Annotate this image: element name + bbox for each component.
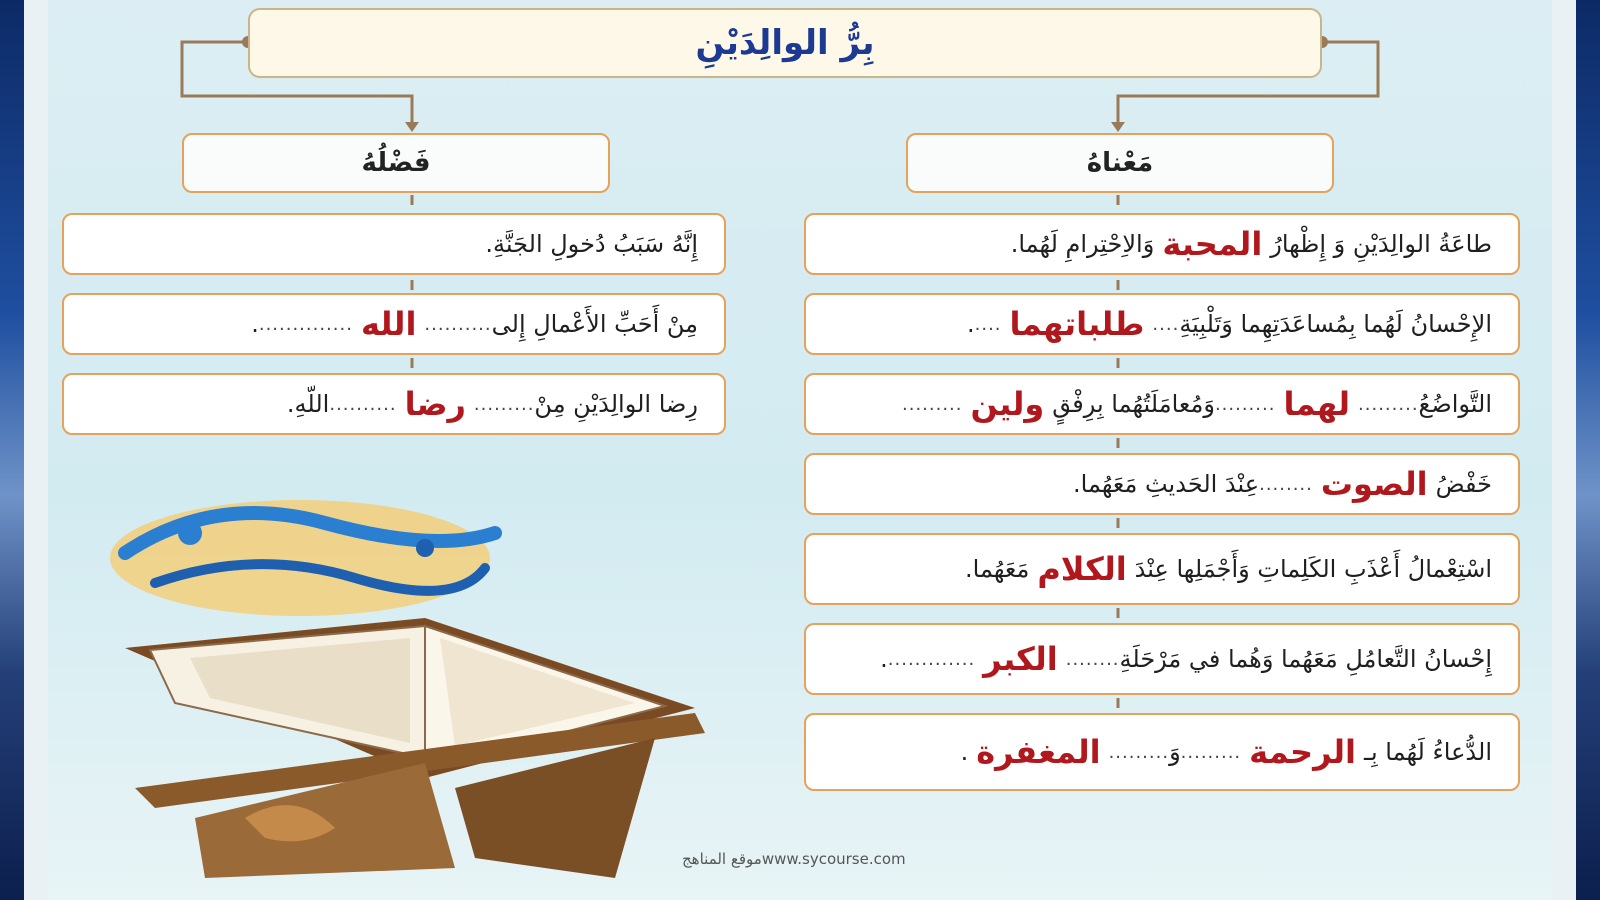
left-item-3-end: اللّهِ. [286,390,330,418]
right-item-2-text: الإِحْسانُ لَهُما بِمُساعَدَتِهِما وَتَلْبِيَةِ [1179,310,1492,338]
blank-dots: ......... [1180,741,1242,763]
left-item-2 [62,293,726,355]
blank-dots: ......... [473,393,535,415]
right-item-5-answer: الكلام [1037,550,1127,588]
right-item-3-answer-2: ولين [970,385,1045,423]
blank-dots: .............. [258,313,353,335]
right-item-5 [804,533,1520,605]
left-item-1-text: إِنَّهُ سَبَبُ دُخولِ الجَنَّةِ. [485,230,698,258]
right-item-2 [804,293,1520,355]
blank-dots: ......... [1358,393,1419,415]
diagram-title-box [248,8,1322,78]
right-item-7-text: الدُّعاءُ لَهُما بِـ [1363,738,1492,766]
right-item-7-middle: وَ [1169,738,1181,766]
right-item-6-answer: الكبر [983,640,1058,678]
blank-dots: .......... [424,313,492,335]
blank-dots: ............. [887,648,976,670]
right-item-7-end: . [960,738,969,766]
right-item-2-end: . [967,310,975,338]
left-header-box [182,133,610,193]
right-item-2-answer: طلباتهما [1009,305,1145,343]
diagram-title: بِرُّ الوالِدَيْنِ [695,23,875,63]
right-item-4-text: خَفْضُ [1435,470,1492,498]
right-item-1-text: طاعَةُ الوالِدَيْنِ وَ إِظْهارُ [1270,230,1492,258]
right-item-7-answer: الرحمة [1249,733,1356,771]
blank-dots: ......... [1214,393,1276,415]
right-item-6-text: إِحْسانُ التَّعامُلِ مَعَهُما وَهُما في مَرْحَلَةِ [1119,645,1492,673]
right-header: مَعْناهُ [1086,148,1154,178]
left-item-3 [62,373,726,435]
left-header: فَضْلُهُ [361,148,431,178]
right-item-6 [804,623,1520,695]
calligraphy-logo [110,500,495,616]
left-item-2-answer: الله [360,305,417,343]
right-item-3 [804,373,1520,435]
right-item-4-end: عِنْدَ الحَديثِ مَعَهُما. [1073,470,1260,498]
blank-dots: ......... [1108,741,1170,763]
decoration-art [95,488,715,888]
right-item-1-end: وَالاِحْتِرامِ لَهُما. [1010,230,1155,258]
right-item-3-answer: لهما [1283,385,1351,423]
right-item-3-text: التَّواضُعُ [1418,390,1492,418]
quran-on-stand-icon [125,618,705,878]
right-item-5-end: مَعَهُما. [965,555,1030,583]
right-item-6-end: . [880,645,888,673]
blank-dots: .... [1152,313,1180,335]
right-item-7 [804,713,1520,791]
footer-credit: موقع المناهجwww.sycourse.com [682,850,906,868]
blank-dots: .... [974,313,1002,335]
right-item-5-text: اسْتِعْمالُ أَعْذَبِ الكَلِماتِ وَأَجْمَلِها عِنْدَ [1134,555,1492,583]
left-item-3-text: رِضا الوالِدَيْنِ مِنْ [534,390,698,418]
blank-dots: .......... [329,393,397,415]
right-item-4 [804,453,1520,515]
right-item-7-answer-2: المغفرة [976,733,1101,771]
right-item-1-answer: المحبة [1162,225,1263,263]
right-item-1 [804,213,1520,275]
blank-dots: ........ [1259,473,1313,495]
blank-dots: ......... [902,393,963,415]
right-item-3-middle: وَمُعامَلَتُهُما بِرِفْقٍ [1052,390,1215,418]
left-item-2-text: مِنْ أَحَبِّ الأَعْمالِ إِلى [491,310,698,338]
left-item-1 [62,213,726,275]
right-item-4-answer: الصوت [1320,465,1428,503]
blank-dots: ........ [1065,648,1120,670]
left-item-3-answer: رضا [404,385,466,423]
right-header-box [906,133,1334,193]
left-item-2-end: . [251,310,259,338]
